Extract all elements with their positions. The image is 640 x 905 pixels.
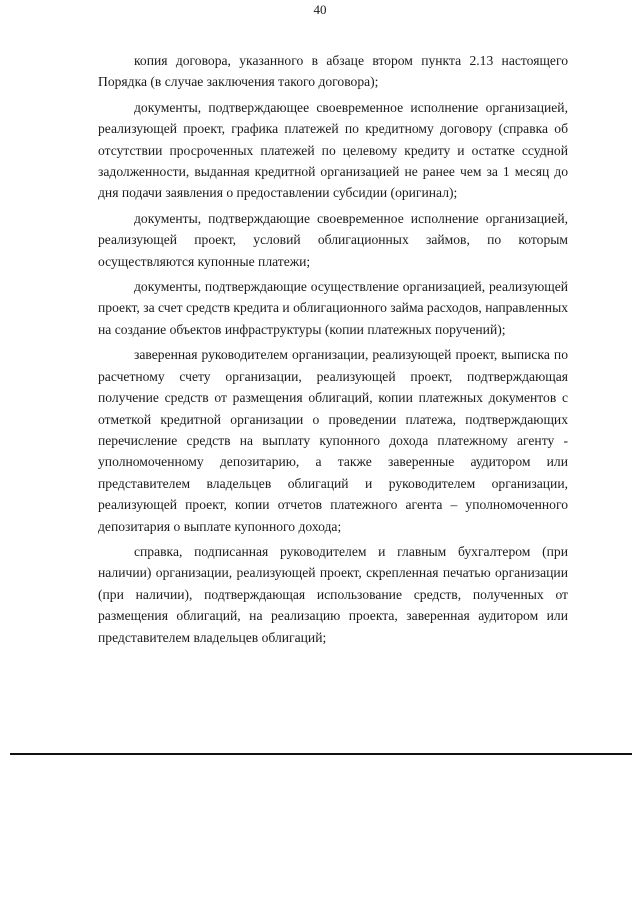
paragraph-bond-loan-documents: документы, подтверждающие своевременное исполнение организацией, реализующей проект, условий облигационных займов, по которым осуществляются купонные платежи; — [98, 210, 568, 269]
paragraph-contract-copy: копия договора, указанного в абзаце втором пункта 2.13 настоящего Порядка (в случае заключения такого договора); — [98, 53, 568, 90]
document-body — [98, 50, 568, 652]
paragraph-funds-usage-certificate: справка, подписанная руководителем и главным бухгалтером (при наличии) организации, реализующей проект, скрепленная печатью организации (при наличии), подтверждающая использование средств, полученных от размещения облигаций, на реализацию проекта, заверенная аудитором или представителем владельцев облигаций; — [98, 543, 568, 645]
page-number: 40 — [313, 2, 327, 17]
page-divider-line — [10, 753, 632, 755]
paragraph-infrastructure-expenses: документы, подтверждающие осуществление организацией, реализующей проект, за счет средств кредита и облигационного займа расходов, направленных на создание объектов инфраструктуры (копии платежных поручений); — [98, 279, 568, 337]
paragraph-credit-schedule-documents: документы, подтверждающее своевременное исполнение организацией, реализующей проект, графика платежей по кредитному договору (справка об отсутствии просроченных платежей по целевому кредиту и остатке ссудной задолженности, выданная кредитной организацией не ранее чем за 1 месяц до дня подачи заявления о предоставлении субсидии (оригинал); — [98, 99, 568, 201]
paragraph-account-statement: заверенная руководителем организации, реализующей проект, выписка по расчетному счету организации, реализующей проект, подтверждающая получение средств от размещения облигаций, копии платежных документов с отметкой кредитной организации о проведении платежа, подтверждающих перечисление средств на выплату купонного дохода платежному агенту - уполномоченному депозитарию, а также заверенные аудитором или представителем владельцев облигаций и руководителем организации, реализующей проект, копии отчетов платежного агента – уполномоченного депозитария о выплате купонного дохода; — [98, 347, 568, 534]
